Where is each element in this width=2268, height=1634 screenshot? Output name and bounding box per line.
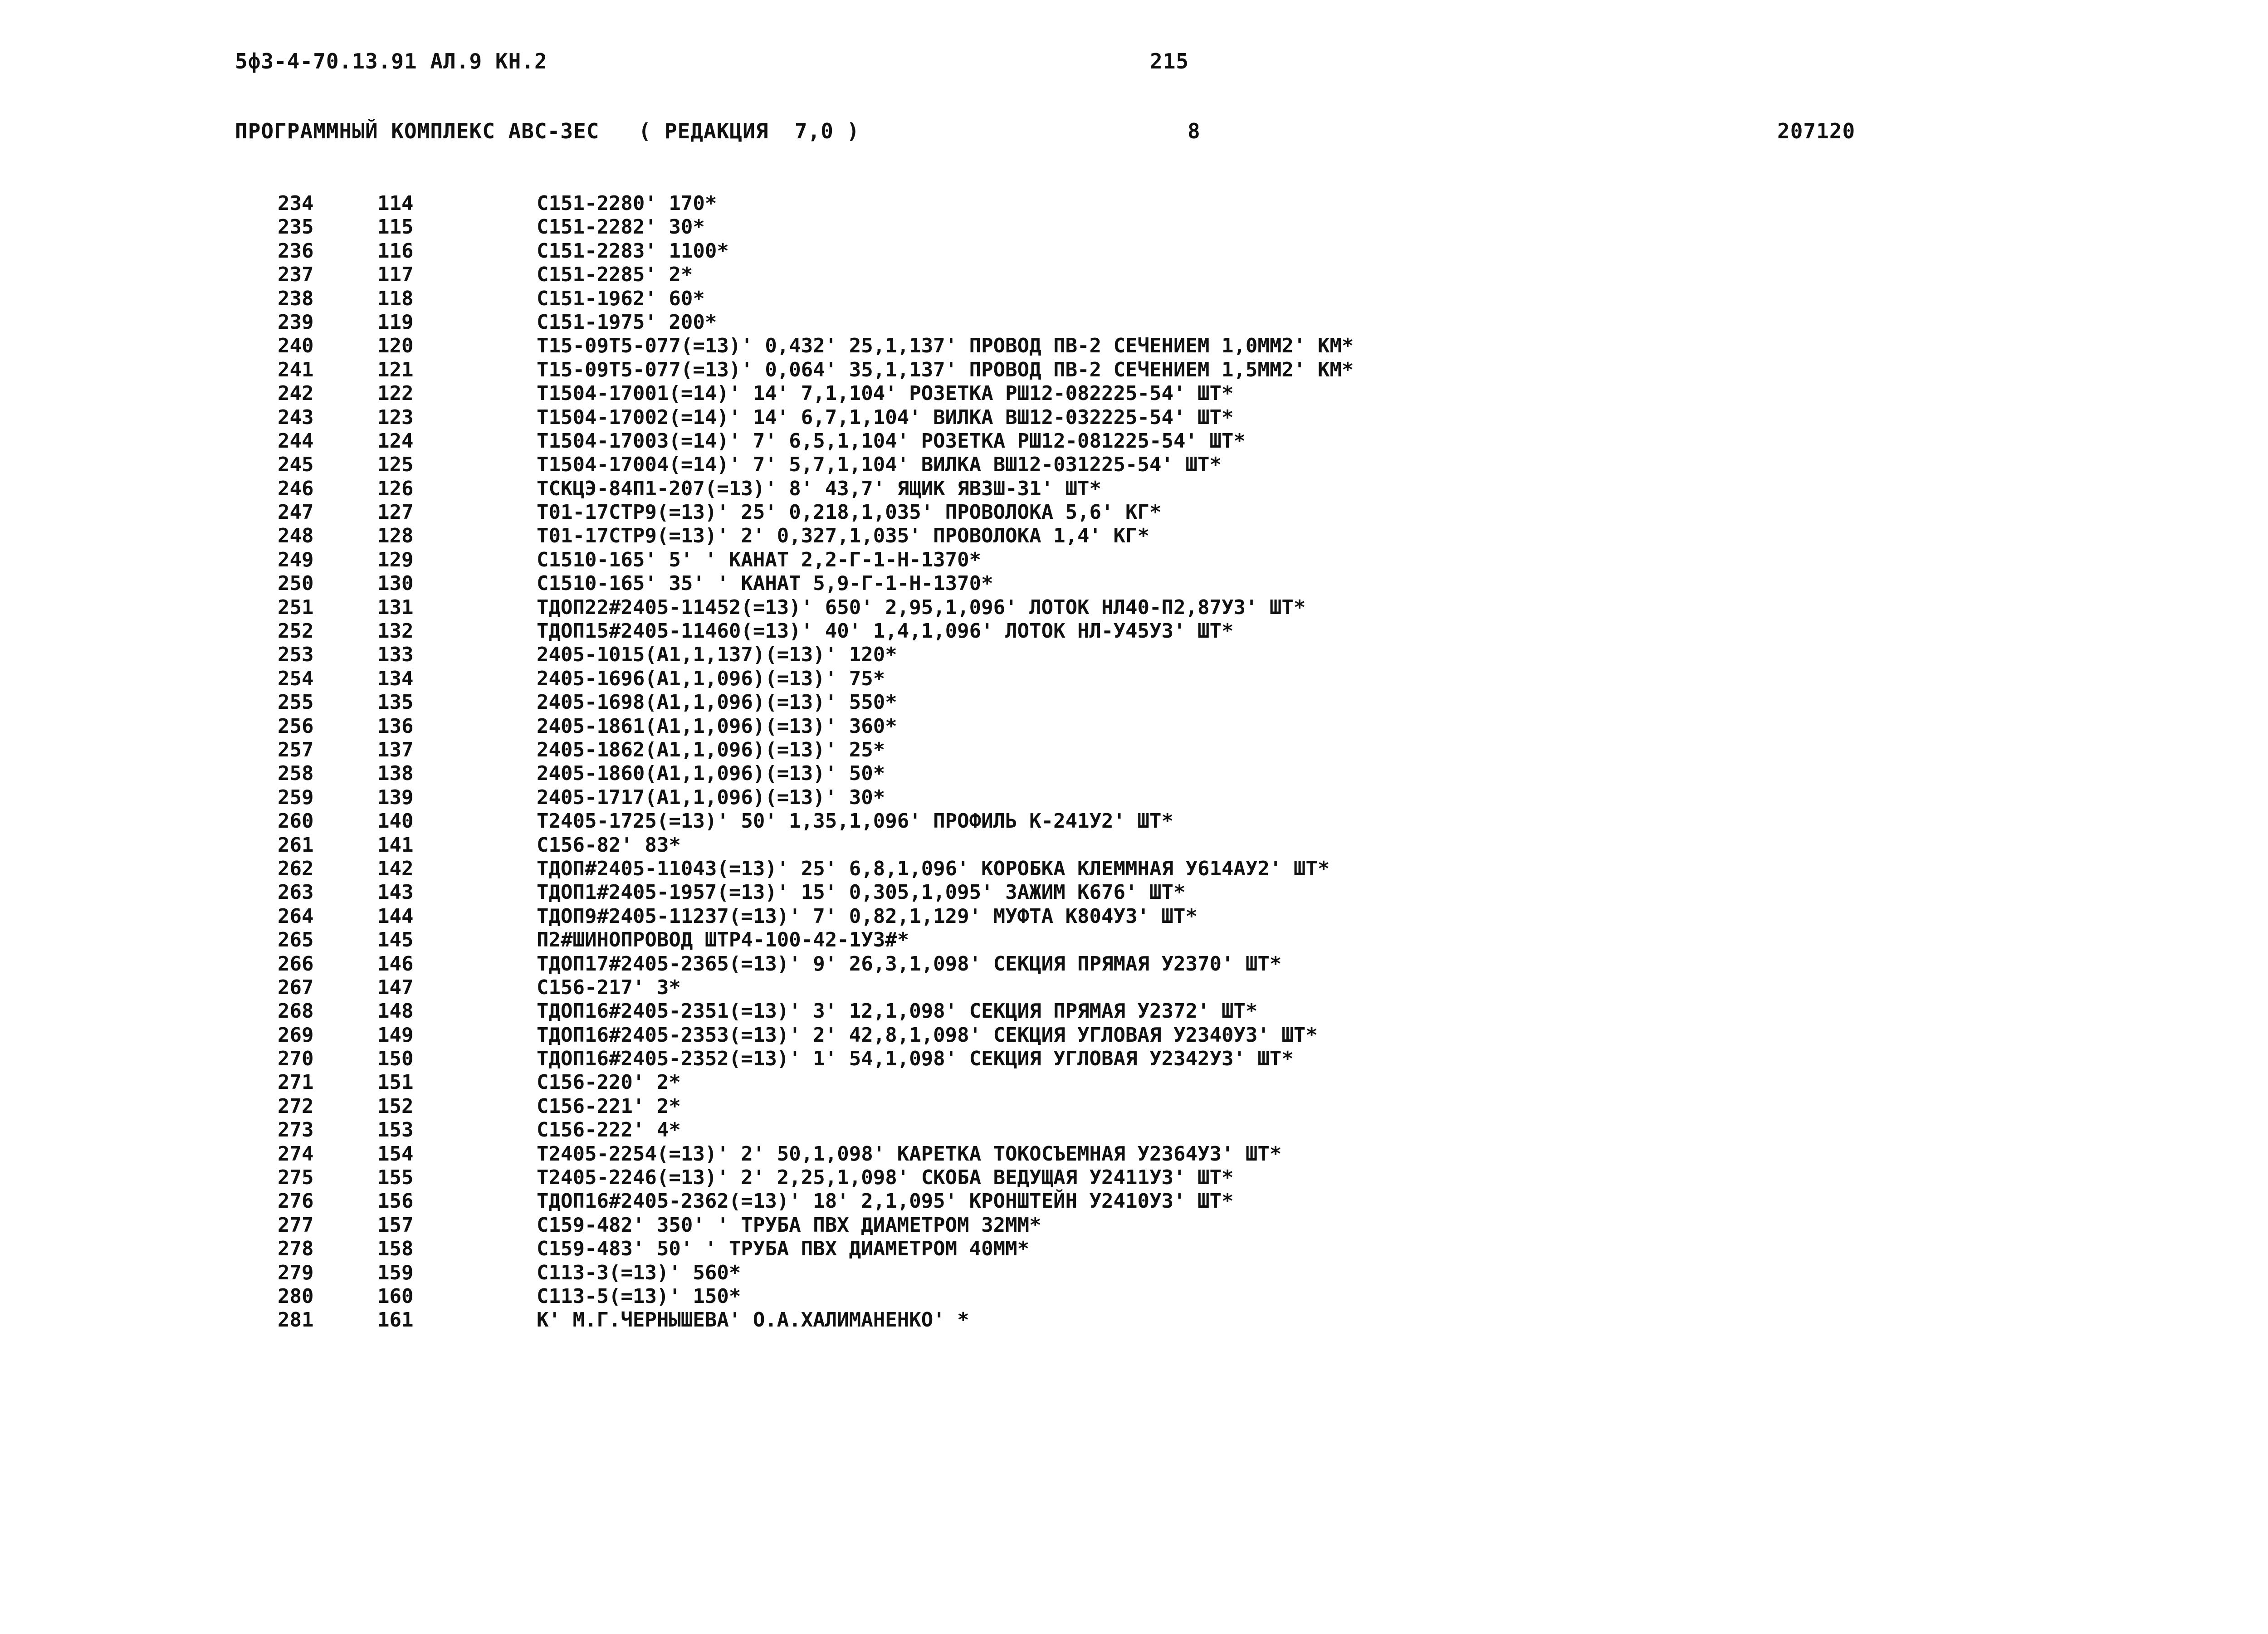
line-number: 275 — [278, 1166, 314, 1190]
record-text: С159-483' 50' ' ТРУБА ПВХ ДИАМЕТРОМ 40ММ* — [537, 1237, 1030, 1261]
record-number: 142 — [377, 857, 414, 880]
record-text: 2405-1860(А1,1,096)(=13)' 50* — [537, 762, 885, 785]
record-number: 159 — [377, 1261, 414, 1284]
record-number: 126 — [377, 477, 414, 500]
record-text: К' М.Г.ЧЕРНЫШЕВА' О.А.ХАЛИМАНЕНКО' * — [537, 1308, 969, 1332]
record-text: С1510-165' 35' ' КАНАТ 5,9-Г-1-Н-1370* — [537, 572, 993, 595]
listing-row — [0, 619, 2268, 643]
listing-row — [0, 881, 2268, 904]
record-text: ТДОП15#2405-11460(=13)' 40' 1,4,1,096' ЛОТОК НЛ-У45У3' ШТ* — [537, 619, 1234, 643]
record-number: 139 — [377, 785, 414, 809]
line-number: 277 — [278, 1213, 314, 1237]
record-text: Т01-17СТР9(=13)' 2' 0,327,1,035' ПРОВОЛОКА 1,4' КГ* — [537, 524, 1150, 548]
record-number: 114 — [377, 192, 414, 215]
record-number: 144 — [377, 904, 414, 928]
record-number: 115 — [377, 215, 414, 239]
record-text: С1510-165' 5' ' КАНАТ 2,2-Г-1-Н-1370* — [537, 548, 982, 571]
page-number: 215 — [1150, 49, 1189, 73]
document-number: 207120 — [1777, 119, 1856, 143]
line-number: 269 — [278, 1023, 314, 1047]
record-number: 119 — [377, 310, 414, 334]
record-number: 133 — [377, 643, 414, 667]
record-text: С151-2285' 2* — [537, 263, 693, 287]
record-text: 2405-1717(А1,1,096)(=13)' 30* — [537, 785, 885, 809]
line-number: 267 — [278, 976, 314, 999]
listing-row — [0, 667, 2268, 691]
listing-row — [0, 905, 2268, 928]
line-number: 272 — [278, 1094, 314, 1118]
record-text: ТДОП16#2405-2352(=13)' 1' 54,1,098' СЕКЦИЯ УГЛОВАЯ У2342У3' ШТ* — [537, 1047, 1294, 1071]
record-text: Т2405-2254(=13)' 2' 50,1,098' КАРЕТКА ТОКОСЪЕМНАЯ У2364У3' ШТ* — [537, 1142, 1282, 1166]
record-number: 132 — [377, 619, 414, 643]
record-text: С156-217' 3* — [537, 976, 681, 999]
record-text: ТДОП16#2405-2351(=13)' 3' 12,1,098' СЕКЦИЯ ПРЯМАЯ У2372' ШТ* — [537, 1000, 1258, 1023]
record-text: С156-82' 83* — [537, 833, 681, 857]
record-text: 2405-1698(А1,1,096)(=13)' 550* — [537, 691, 897, 714]
line-number: 261 — [278, 833, 314, 857]
listing-row — [0, 572, 2268, 595]
record-number: 161 — [377, 1308, 414, 1332]
record-text: С156-220' 2* — [537, 1071, 681, 1094]
listing-row — [0, 429, 2268, 453]
record-number: 156 — [377, 1190, 414, 1213]
document-code: 5ф3-4-70.13.91 АЛ.9 КН.2 — [235, 49, 547, 73]
record-number: 135 — [377, 691, 414, 714]
line-number: 240 — [278, 334, 314, 358]
listing-row — [0, 1308, 2268, 1332]
listing-row — [0, 976, 2268, 1000]
line-number: 279 — [278, 1261, 314, 1284]
record-number: 129 — [377, 548, 414, 571]
listing-row — [0, 643, 2268, 667]
listing-row — [0, 1214, 2268, 1237]
record-number: 148 — [377, 1000, 414, 1023]
record-number: 118 — [377, 287, 414, 310]
listing-row — [0, 952, 2268, 976]
line-number: 254 — [278, 667, 314, 690]
record-number: 116 — [377, 239, 414, 263]
line-number: 273 — [278, 1118, 314, 1142]
record-number: 147 — [377, 976, 414, 999]
listing-row — [0, 406, 2268, 429]
record-text: 2405-1696(А1,1,096)(=13)' 75* — [537, 667, 885, 690]
line-number: 248 — [278, 524, 314, 548]
line-number: 276 — [278, 1190, 314, 1213]
line-number: 244 — [278, 429, 314, 453]
listing-row — [0, 1047, 2268, 1071]
line-number: 238 — [278, 287, 314, 310]
record-text: ТСКЦЭ-84П1-207(=13)' 8' 43,7' ЯЩИК ЯВЗШ-31' ШТ* — [537, 477, 1102, 500]
line-number: 241 — [278, 358, 314, 381]
record-number: 154 — [377, 1142, 414, 1166]
listing-row — [0, 334, 2268, 358]
record-number: 121 — [377, 358, 414, 381]
listing-row — [0, 691, 2268, 714]
listing-row — [0, 192, 2268, 215]
line-number: 243 — [278, 405, 314, 429]
record-number: 130 — [377, 572, 414, 595]
line-number: 274 — [278, 1142, 314, 1166]
record-number: 131 — [377, 595, 414, 619]
line-number: 263 — [278, 881, 314, 904]
record-number: 122 — [377, 382, 414, 405]
line-number: 246 — [278, 477, 314, 500]
listing-row — [0, 1237, 2268, 1261]
listing-row — [0, 239, 2268, 263]
line-number: 256 — [278, 714, 314, 738]
listing-row — [0, 786, 2268, 810]
record-number: 157 — [377, 1213, 414, 1237]
record-number: 120 — [377, 334, 414, 358]
record-text: С113-3(=13)' 560* — [537, 1261, 741, 1284]
listing-row — [0, 1190, 2268, 1213]
record-number: 134 — [377, 667, 414, 690]
record-number: 128 — [377, 524, 414, 548]
record-text: Т1504-17001(=14)' 14' 7,1,104' РОЗЕТКА РШ12-082225-54' ШТ* — [537, 382, 1234, 405]
record-text: ТДОП17#2405-2365(=13)' 9' 26,3,1,098' СЕКЦИЯ ПРЯМАЯ У2370' ШТ* — [537, 952, 1282, 976]
listing-table — [0, 192, 2268, 1332]
line-number: 253 — [278, 643, 314, 667]
record-text: Т2405-2246(=13)' 2' 2,25,1,098' СКОБА ВЕДУЩАЯ У2411У3' ШТ* — [537, 1166, 1234, 1190]
listing-row — [0, 715, 2268, 738]
listing-row — [0, 287, 2268, 311]
record-number: 125 — [377, 453, 414, 477]
line-number: 265 — [278, 928, 314, 952]
record-text: ТДОП16#2405-2353(=13)' 2' 42,8,1,098' СЕКЦИЯ УГЛОВАЯ У2340У3' ШТ* — [537, 1023, 1318, 1047]
record-text: С151-1962' 60* — [537, 287, 705, 310]
record-text: С156-222' 4* — [537, 1118, 681, 1142]
record-text: Т15-09Т5-077(=13)' 0,064' 35,1,137' ПРОВОД ПВ-2 СЕЧЕНИЕМ 1,5ММ2' КМ* — [537, 358, 1354, 381]
listing-row — [0, 477, 2268, 501]
listing-row — [0, 215, 2268, 239]
listing-row — [0, 358, 2268, 382]
record-number: 149 — [377, 1023, 414, 1047]
record-text: 2405-1015(А1,1,137)(=13)' 120* — [537, 643, 897, 667]
record-text: С151-2280' 170* — [537, 192, 717, 215]
listing-row — [0, 596, 2268, 619]
listing-row — [0, 263, 2268, 287]
line-number: 257 — [278, 738, 314, 761]
line-number: 247 — [278, 501, 314, 524]
line-number: 280 — [278, 1284, 314, 1308]
record-text: Т01-17СТР9(=13)' 25' 0,218,1,035' ПРОВОЛОКА 5,6' КГ* — [537, 501, 1162, 524]
record-number: 136 — [377, 714, 414, 738]
record-number: 138 — [377, 762, 414, 785]
record-text: Т15-09Т5-077(=13)' 0,432' 25,1,137' ПРОВОД ПВ-2 СЕЧЕНИЕМ 1,0ММ2' КМ* — [537, 334, 1354, 358]
line-number: 252 — [278, 619, 314, 643]
listing-row — [0, 1000, 2268, 1023]
listing-row — [0, 382, 2268, 405]
listing-row — [0, 810, 2268, 833]
listing-row — [0, 928, 2268, 952]
line-number: 260 — [278, 810, 314, 833]
line-number: 262 — [278, 857, 314, 880]
record-text: С159-482' 350' ' ТРУБА ПВХ ДИАМЕТРОМ 32ММ* — [537, 1213, 1041, 1237]
record-text: 2405-1861(А1,1,096)(=13)' 360* — [537, 714, 897, 738]
listing-row — [0, 453, 2268, 477]
line-number: 234 — [278, 192, 314, 215]
listing-row — [0, 762, 2268, 785]
listing-row — [0, 1142, 2268, 1166]
line-number: 235 — [278, 215, 314, 239]
record-text: П2#ШИНОПРОВОД ШТР4-100-42-1У3#* — [537, 928, 909, 952]
record-number: 158 — [377, 1237, 414, 1261]
listing-row — [0, 834, 2268, 857]
line-number: 239 — [278, 310, 314, 334]
record-text: С156-221' 2* — [537, 1094, 681, 1118]
record-text: С113-5(=13)' 150* — [537, 1284, 741, 1308]
line-number: 266 — [278, 952, 314, 976]
listing-row — [0, 548, 2268, 572]
listing-row — [0, 1166, 2268, 1190]
record-text: ТДОП#2405-11043(=13)' 25' 6,8,1,096' КОРОБКА КЛЕММНАЯ У614АУ2' ШТ* — [537, 857, 1330, 880]
listing-row — [0, 501, 2268, 524]
listing-row — [0, 1261, 2268, 1285]
record-text: Т2405-1725(=13)' 50' 1,35,1,096' ПРОФИЛЬ К-241У2' ШТ* — [537, 810, 1173, 833]
line-number: 268 — [278, 1000, 314, 1023]
record-number: 151 — [377, 1071, 414, 1094]
program-title: ПРОГРАММНЫЙ КОМПЛЕКС АВС-3ЕС ( РЕДАКЦИЯ 7,0 ) — [235, 119, 860, 143]
record-text: Т1504-17002(=14)' 14' 6,7,1,104' ВИЛКА ВШ12-032225-54' ШТ* — [537, 405, 1234, 429]
line-number: 245 — [278, 453, 314, 477]
record-number: 153 — [377, 1118, 414, 1142]
line-number: 237 — [278, 263, 314, 287]
record-text: С151-1975' 200* — [537, 310, 717, 334]
record-number: 140 — [377, 810, 414, 833]
record-text: Т1504-17004(=14)' 7' 5,7,1,104' ВИЛКА ВШ12-031225-54' ШТ* — [537, 453, 1222, 477]
record-text: С151-2283' 1100* — [537, 239, 729, 263]
listing-row — [0, 1071, 2268, 1094]
record-number: 155 — [377, 1166, 414, 1190]
record-number: 124 — [377, 429, 414, 453]
record-text: Т1504-17003(=14)' 7' 6,5,1,104' РОЗЕТКА РШ12-081225-54' ШТ* — [537, 429, 1246, 453]
line-number: 251 — [278, 595, 314, 619]
line-number: 281 — [278, 1308, 314, 1332]
record-number: 146 — [377, 952, 414, 976]
line-number: 271 — [278, 1071, 314, 1094]
sheet-number: 8 — [1188, 119, 1201, 143]
record-text: ТДОП1#2405-1957(=13)' 15' 0,305,1,095' ЗАЖИМ К676' ШТ* — [537, 881, 1186, 904]
line-number: 255 — [278, 691, 314, 714]
line-number: 242 — [278, 382, 314, 405]
line-number: 278 — [278, 1237, 314, 1261]
line-number: 259 — [278, 785, 314, 809]
record-text: С151-2282' 30* — [537, 215, 705, 239]
listing-row — [0, 311, 2268, 334]
record-text: ТДОП16#2405-2362(=13)' 18' 2,1,095' КРОНШТЕЙН У2410У3' ШТ* — [537, 1190, 1234, 1213]
listing-row — [0, 857, 2268, 881]
record-number: 143 — [377, 881, 414, 904]
record-number: 150 — [377, 1047, 414, 1071]
record-number: 123 — [377, 405, 414, 429]
listing-row — [0, 738, 2268, 762]
record-text: ТДОП9#2405-11237(=13)' 7' 0,82,1,129' МУФТА К804У3' ШТ* — [537, 904, 1198, 928]
record-number: 141 — [377, 833, 414, 857]
record-text: 2405-1862(А1,1,096)(=13)' 25* — [537, 738, 885, 761]
listing-row — [0, 1095, 2268, 1118]
record-number: 145 — [377, 928, 414, 952]
line-number: 249 — [278, 548, 314, 571]
listing-row — [0, 1118, 2268, 1142]
record-number: 137 — [377, 738, 414, 761]
line-number: 270 — [278, 1047, 314, 1071]
listing-row — [0, 524, 2268, 548]
line-number: 236 — [278, 239, 314, 263]
record-number: 160 — [377, 1284, 414, 1308]
listing-row — [0, 1024, 2268, 1047]
record-number: 117 — [377, 263, 414, 287]
listing-row — [0, 1285, 2268, 1308]
record-number: 127 — [377, 501, 414, 524]
line-number: 258 — [278, 762, 314, 785]
record-text: ТДОП22#2405-11452(=13)' 650' 2,95,1,096' ЛОТОК НЛ40-П2,87У3' ШТ* — [537, 595, 1306, 619]
line-number: 264 — [278, 904, 314, 928]
line-number: 250 — [278, 572, 314, 595]
record-number: 152 — [377, 1094, 414, 1118]
